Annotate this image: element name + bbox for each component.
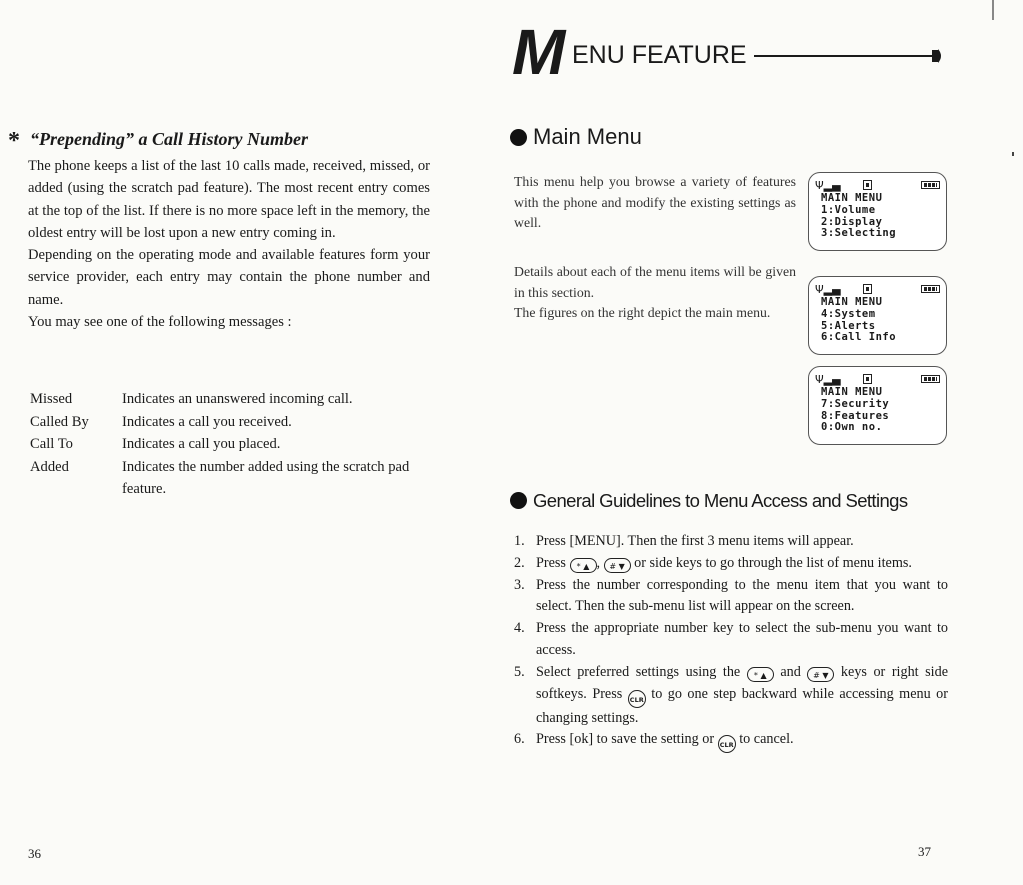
title-end-ornament-icon bbox=[932, 47, 944, 65]
message-term: Missed bbox=[30, 391, 73, 407]
menu-item: 7:Security bbox=[821, 397, 890, 410]
message-term: Added bbox=[30, 458, 69, 475]
step-text bbox=[536, 729, 948, 753]
clear-key-icon: CLR bbox=[628, 690, 646, 708]
message-list bbox=[30, 388, 450, 501]
menu-item: 2:Display bbox=[821, 215, 883, 228]
chapter-title: ENU FEATURE bbox=[572, 41, 747, 69]
step-text-part: and bbox=[780, 663, 801, 680]
step-text bbox=[536, 662, 948, 730]
menu-item: 8:Features bbox=[821, 409, 890, 422]
step-number: 5. bbox=[514, 663, 525, 680]
section-heading-prepending bbox=[8, 128, 308, 155]
paragraph: This menu help you browse a variety of features with the phone and modify the existing settings as well. bbox=[514, 174, 796, 230]
main-menu-intro bbox=[514, 172, 796, 234]
up-key-icon: * ▲ bbox=[570, 558, 597, 573]
chapter-title-initial: M bbox=[512, 16, 563, 88]
step-4 bbox=[514, 618, 948, 662]
step-text-part: Press [ok] to save the setting or bbox=[536, 731, 715, 748]
page-number-left: 36 bbox=[28, 846, 41, 861]
scan-edge-mark bbox=[1012, 152, 1014, 156]
paragraph: You may see one of the following messages : bbox=[28, 314, 292, 331]
menu-lines bbox=[821, 297, 896, 344]
menu-item: 1:Volume bbox=[821, 203, 876, 216]
paragraph: The figures on the right depict the main menu. bbox=[514, 305, 771, 320]
step-number: 4. bbox=[514, 620, 525, 637]
call-history-description bbox=[28, 155, 430, 333]
page-number-right: 37 bbox=[918, 844, 931, 859]
battery-icon bbox=[921, 375, 940, 383]
menu-title: MAIN MENU bbox=[821, 296, 883, 308]
step-1 bbox=[514, 531, 948, 553]
down-key-icon: # ▼ bbox=[604, 558, 631, 573]
status-bar bbox=[815, 283, 940, 296]
scan-edge-mark bbox=[992, 0, 994, 20]
step-text-part: to go one step backward while accessing menu or changing settings. bbox=[536, 685, 949, 726]
message-icon bbox=[863, 284, 872, 294]
phone-screen-1 bbox=[808, 172, 947, 251]
step-text-part: , bbox=[596, 554, 601, 571]
step-text-part: to cancel. bbox=[739, 731, 794, 748]
message-term: Called By bbox=[30, 413, 89, 430]
clear-key-icon: CLR bbox=[718, 735, 736, 753]
paragraph: The phone keeps a list of the last 10 calls made, received, missed, or added (using the scratch pad feature). The most recent entry comes at the top of the list. If there is no more space left in the memory, the oldest entry will be lost upon a new entry coming in. bbox=[28, 158, 430, 241]
message-icon bbox=[863, 180, 872, 190]
step-3 bbox=[514, 575, 948, 619]
menu-lines bbox=[821, 387, 889, 434]
message-row bbox=[30, 456, 450, 501]
signal-icon: Ψ▂▄ bbox=[815, 179, 841, 192]
paragraph: Details about each of the menu items will be given in this section. bbox=[514, 264, 796, 300]
message-description: Indicates an unanswered incoming call. bbox=[122, 391, 353, 407]
down-key-icon: # ▼ bbox=[807, 667, 834, 682]
step-text-part: or side keys to go through the list of menu items. bbox=[634, 554, 912, 571]
menu-item: 3:Selecting bbox=[821, 227, 897, 240]
step-text: Press the number corresponding to the menu item that you want to select. Then the sub-menu list will appear on the screen. bbox=[536, 576, 948, 615]
step-text-part: Press bbox=[536, 554, 566, 571]
main-menu-heading-text: Main Menu bbox=[533, 124, 642, 149]
step-text-part: Select preferred settings using the bbox=[536, 663, 741, 680]
battery-icon bbox=[921, 285, 940, 293]
step-number: 2. bbox=[514, 554, 525, 571]
message-description: Indicates the number added using the scratch pad feature. bbox=[122, 458, 410, 497]
message-row bbox=[30, 388, 450, 411]
title-rule bbox=[754, 55, 932, 57]
guidelines-heading-text: General Guidelines to Menu Access and Settings bbox=[533, 490, 908, 511]
step-number: 3. bbox=[514, 576, 525, 593]
phone-screen-3 bbox=[808, 366, 947, 445]
guideline-steps bbox=[514, 531, 948, 753]
menu-lines bbox=[821, 193, 896, 240]
signal-icon: Ψ▂▄ bbox=[815, 283, 841, 296]
message-description: Indicates a call you placed. bbox=[122, 436, 281, 452]
battery-icon bbox=[921, 181, 940, 189]
menu-item: 4:System bbox=[821, 307, 876, 320]
guidelines-heading bbox=[510, 490, 908, 512]
up-key-icon: * ▲ bbox=[747, 667, 774, 682]
menu-item: 6:Call Info bbox=[821, 331, 897, 344]
message-row bbox=[30, 411, 450, 434]
step-text: Press [MENU]. Then the first 3 menu items will appear. bbox=[536, 533, 854, 549]
message-term: Call To bbox=[30, 436, 73, 452]
step-number: 1. bbox=[514, 533, 525, 549]
message-description: Indicates a call you received. bbox=[122, 413, 292, 430]
step-2 bbox=[514, 553, 948, 575]
menu-title: MAIN MENU bbox=[821, 192, 883, 204]
step-6 bbox=[514, 729, 948, 753]
section-heading-text: “Prepending” a Call History Number bbox=[30, 129, 309, 149]
paragraph: Depending on the operating mode and available features form your service provider, each entry may contain the phone number and name. bbox=[28, 247, 430, 308]
menu-item: 5:Alerts bbox=[821, 319, 876, 332]
status-bar bbox=[815, 373, 940, 386]
message-row bbox=[30, 433, 450, 456]
step-number: 6. bbox=[514, 731, 525, 748]
message-icon bbox=[863, 374, 872, 384]
bullet-icon bbox=[510, 492, 527, 509]
menu-title: MAIN MENU bbox=[821, 386, 883, 398]
status-bar bbox=[815, 179, 940, 192]
step-5 bbox=[514, 662, 948, 730]
bullet-icon bbox=[510, 129, 527, 146]
step-text: Press the appropriate number key to select the sub-menu you want to access. bbox=[536, 620, 948, 658]
step-text bbox=[536, 553, 948, 575]
signal-icon: Ψ▂▄ bbox=[815, 373, 841, 386]
menu-item: 0:Own no. bbox=[821, 421, 883, 434]
step-text-part: keys or right side softkeys. Press bbox=[536, 663, 949, 702]
main-menu-heading bbox=[510, 124, 642, 150]
main-menu-details bbox=[514, 262, 796, 324]
phone-screen-2 bbox=[808, 276, 947, 355]
star-icon: * bbox=[8, 128, 20, 154]
